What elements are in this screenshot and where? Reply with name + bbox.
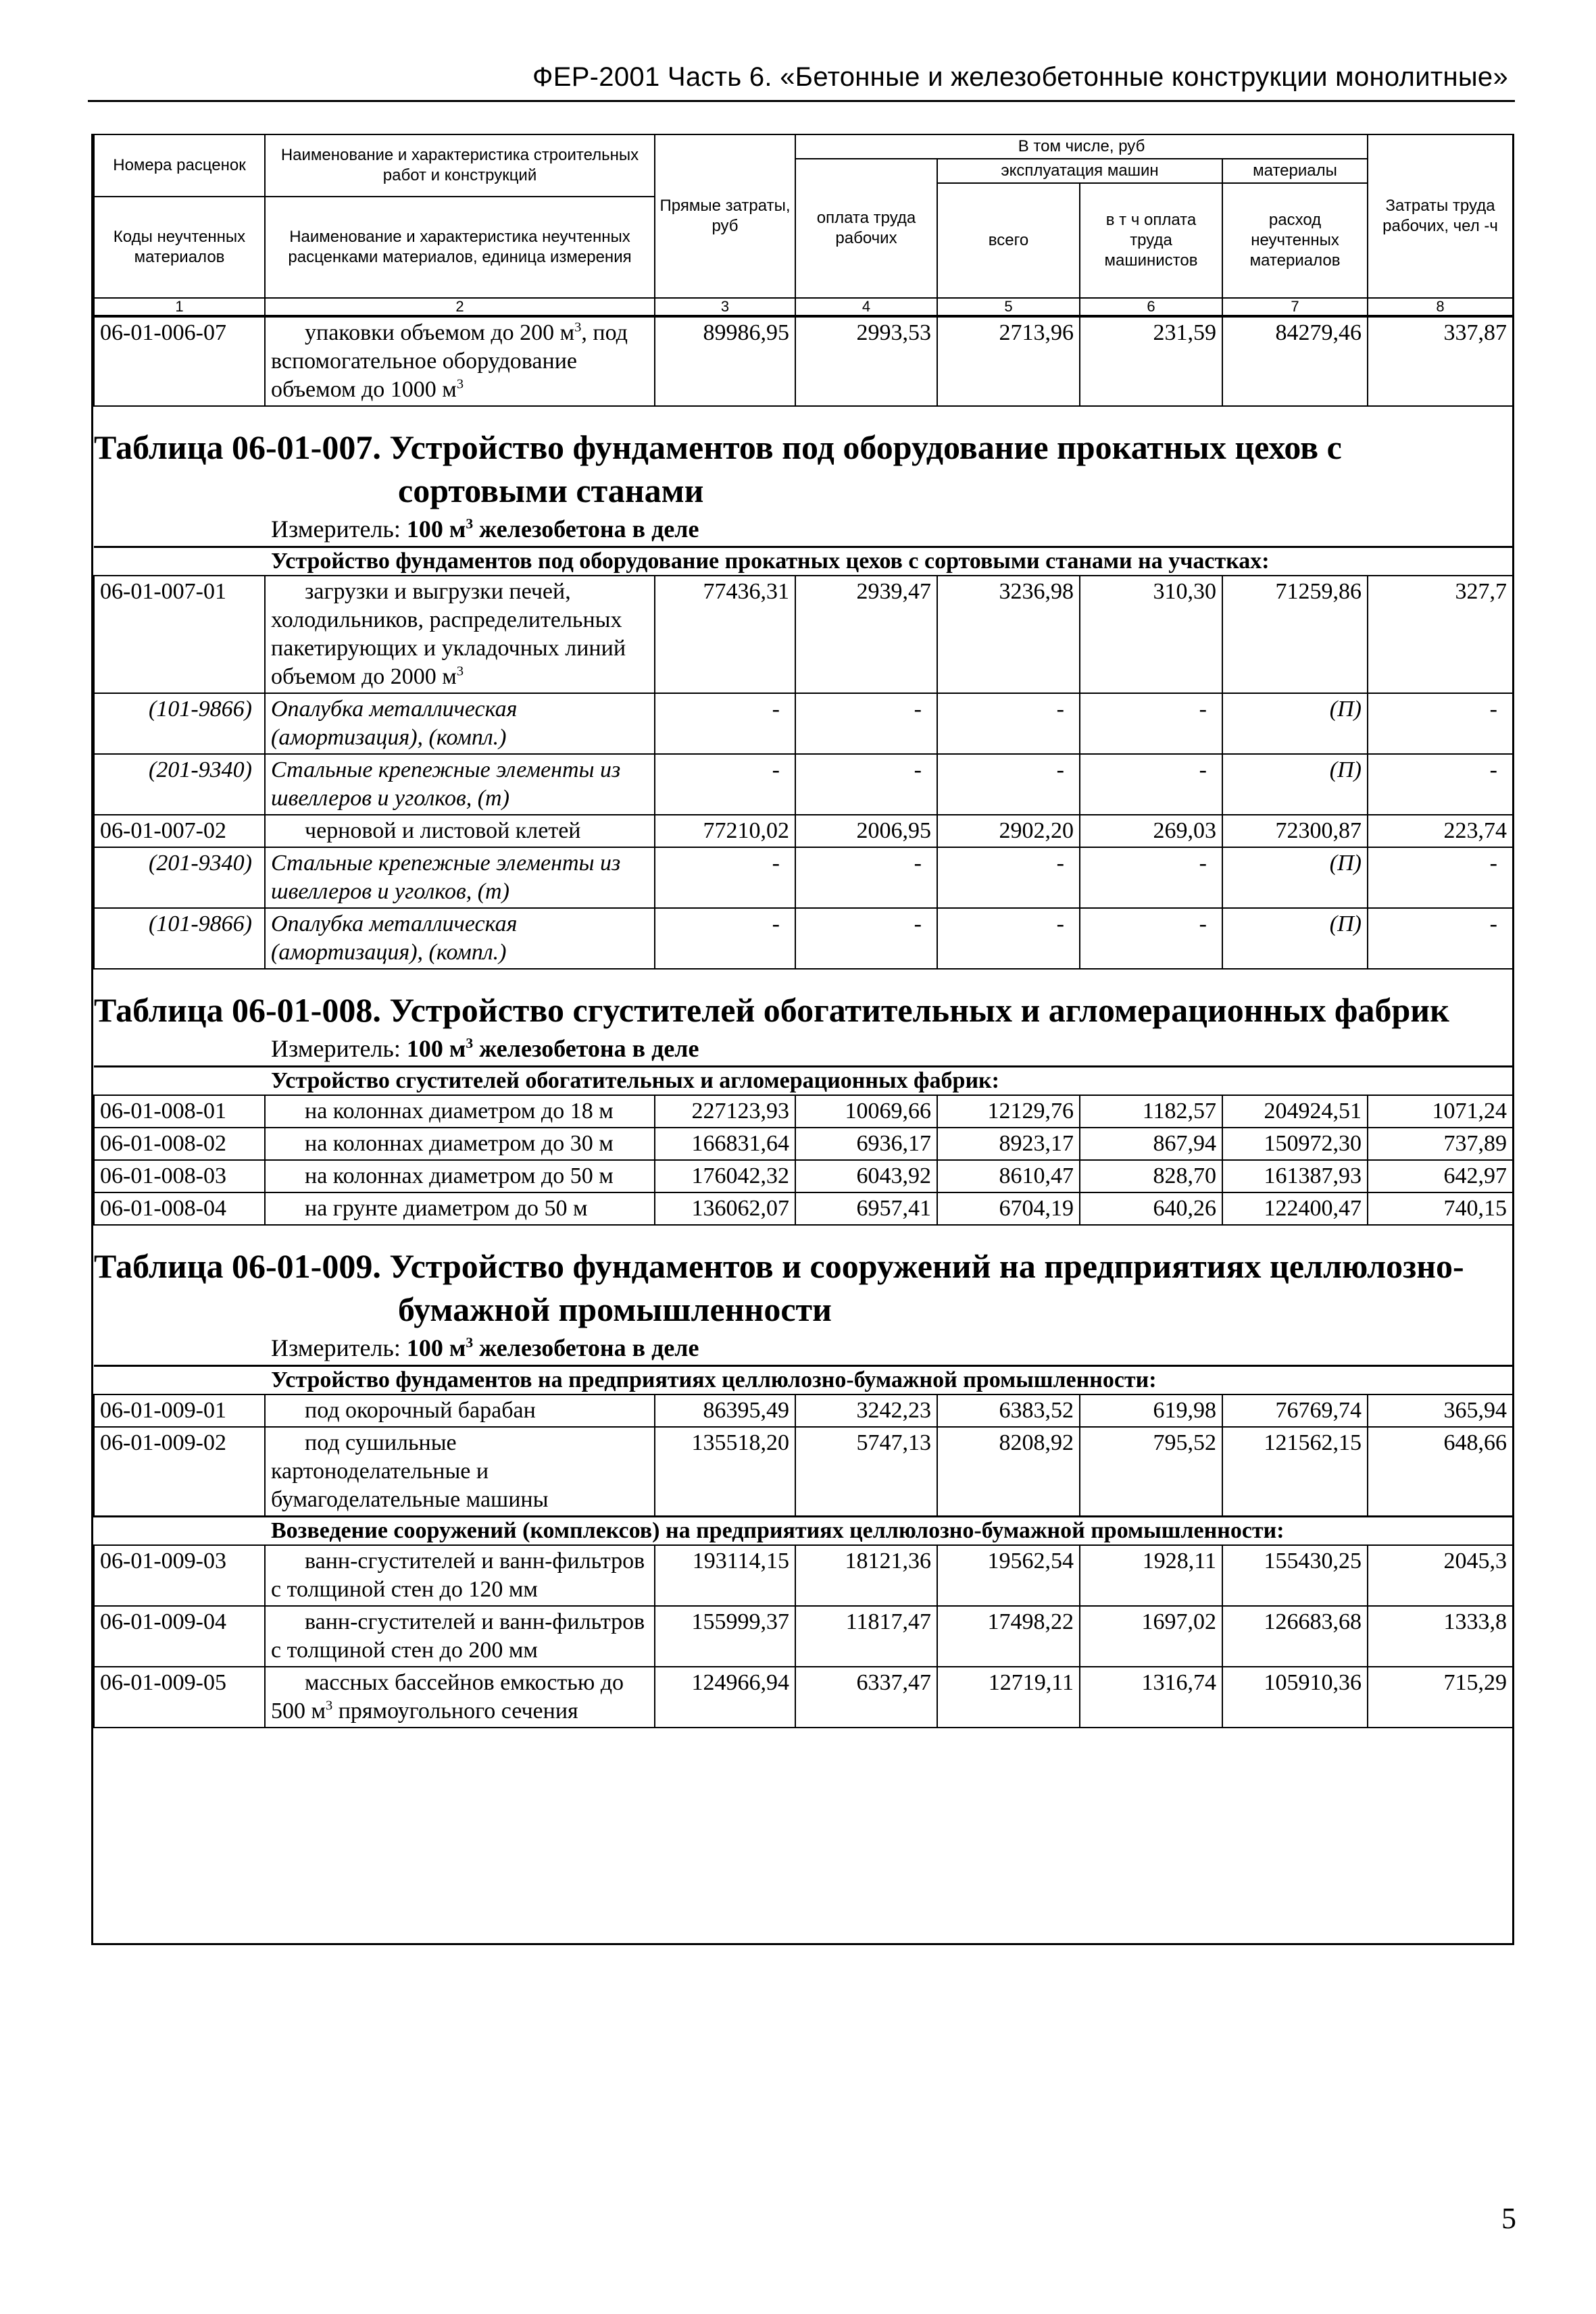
header-col2-top: Наименование и характеристика строительных работ и конструкций [265,134,655,197]
value-col-8: 365,94 [1368,1394,1513,1427]
value-col-3: 176042,32 [655,1160,795,1192]
table-row [94,1394,1513,1427]
value-col-4: 18121,36 [795,1545,937,1606]
value-col-5: 2713,96 [937,317,1080,406]
table-row [94,317,1513,406]
work-description: на колоннах диаметром до 18 м [265,1095,655,1128]
value-col-4: 11817,47 [795,1606,937,1667]
value-col-5: 3236,98 [937,576,1080,693]
table-row [94,1160,1513,1192]
measure-line: Измеритель: 100 $м^3$ железобетона в деле [271,1035,699,1062]
work-description: Опалубка металлическая (амортизация), (компл.) [265,693,655,754]
measure-line: Измеритель: 100 $м^3$ железобетона в деле [271,1334,699,1361]
value-col-8: 2045,3 [1368,1545,1513,1606]
header-col5: всего [937,183,1080,298]
value-col-5: 12129,76 [937,1095,1080,1128]
value-col-8: 648,66 [1368,1427,1513,1517]
column-number-5: 5 [937,298,1080,316]
value-col-3: 124966,94 [655,1667,795,1728]
value-col-5: - [937,908,1080,969]
value-col-7: (П) [1222,754,1368,815]
value-col-7: 71259,86 [1222,576,1368,693]
value-col-8: 223,74 [1368,815,1513,847]
rate-code: (101-9866) [94,693,265,754]
header-col8: Затраты труда рабочих, чел -ч [1368,134,1513,298]
value-col-7: (П) [1222,693,1368,754]
table-row [94,693,1513,754]
value-col-7: 121562,15 [1222,1427,1368,1517]
section-heading: Устройство сгустителей обогатительных и агломерационных фабрик: [94,1067,1513,1096]
work-description: упаковки объемом до 200 $м^3$, под вспомогательное оборудование объемом до 1000 $м^3$ [265,317,655,406]
value-col-5: 8208,92 [937,1427,1080,1517]
main-table-frame [91,134,1514,1945]
header-in-total: В том числе, руб [795,134,1368,159]
work-description: Стальные крепежные элементы из швеллеров и уголков, (т) [265,754,655,815]
rate-code: 06-01-008-02 [94,1128,265,1160]
value-col-8: 642,97 [1368,1160,1513,1192]
value-col-5: 6383,52 [937,1394,1080,1427]
column-number-1: 1 [94,298,265,316]
value-col-3: 193114,15 [655,1545,795,1606]
value-col-3: 89986,95 [655,317,795,406]
column-number-8: 8 [1368,298,1513,316]
work-description: на колоннах диаметром до 30 м [265,1128,655,1160]
table-row [94,1606,1513,1667]
value-col-3: 86395,49 [655,1394,795,1427]
column-header-table [93,134,1514,316]
column-number-3: 3 [655,298,795,316]
rate-code: 06-01-008-04 [94,1192,265,1225]
table-title-line: Таблица 06-01-009. Устройство фундаментов и сооружений на предприятиях целлюлозно- [94,1247,1464,1285]
value-col-8: - [1368,693,1513,754]
section-heading: Устройство фундаментов на предприятиях целлюлозно-бумажной промышленности: [94,1366,1513,1395]
value-col-7: 105910,36 [1222,1667,1368,1728]
value-col-4: 10069,66 [795,1095,937,1128]
value-col-8: - [1368,847,1513,908]
column-number-6: 6 [1080,298,1222,316]
value-col-6: 231,59 [1080,317,1222,406]
column-number-7: 7 [1222,298,1368,316]
value-col-4: 2993,53 [795,317,937,406]
value-col-8: - [1368,754,1513,815]
rate-code: (201-9340) [94,847,265,908]
value-col-5: - [937,847,1080,908]
value-col-5: 19562,54 [937,1545,1080,1606]
table-row [94,1545,1513,1606]
value-col-4: - [795,693,937,754]
table-row [94,1128,1513,1160]
header-materials: материалы [1222,159,1368,183]
value-col-7: 126683,68 [1222,1606,1368,1667]
value-col-7: 155430,25 [1222,1545,1368,1606]
header-col1-top: Номера расценок [94,134,265,197]
header-col7: расход неучтенных материалов [1222,183,1368,298]
value-col-6: 1316,74 [1080,1667,1222,1728]
value-col-7: 204924,51 [1222,1095,1368,1128]
value-col-5: 8923,17 [937,1128,1080,1160]
value-col-7: (П) [1222,908,1368,969]
value-col-7: 161387,93 [1222,1160,1368,1192]
value-col-4: - [795,754,937,815]
value-col-8: 715,29 [1368,1667,1513,1728]
value-col-6: 310,30 [1080,576,1222,693]
table-title-008 [94,969,1513,1032]
header-col4: оплата труда рабочих [795,159,937,298]
value-col-3: - [655,908,795,969]
column-number-2: 2 [265,298,655,316]
value-col-4: 5747,13 [795,1427,937,1517]
value-col-8: 337,87 [1368,317,1513,406]
rate-code: 06-01-008-03 [94,1160,265,1192]
value-col-7: 72300,87 [1222,815,1368,847]
section-heading: Устройство фундаментов под оборудование прокатных цехов с сортовыми станами на участках: [94,547,1513,576]
value-col-6: 269,03 [1080,815,1222,847]
value-col-5: 6704,19 [937,1192,1080,1225]
work-description: под окорочный барабан [265,1394,655,1427]
table-row [94,1192,1513,1225]
value-col-7: 84279,46 [1222,317,1368,406]
value-col-3: 136062,07 [655,1192,795,1225]
value-col-5: 12719,11 [937,1667,1080,1728]
value-col-5: 17498,22 [937,1606,1080,1667]
value-col-6: - [1080,693,1222,754]
work-description: загрузки и выгрузки печей, холодильников, распределительных пакетирующих и укладочных линий объемом до 2000 $м^3$ [265,576,655,693]
value-col-8: 1071,24 [1368,1095,1513,1128]
header-col6: в т ч оплата труда машинистов [1080,183,1222,298]
rate-code: (201-9340) [94,754,265,815]
value-col-8: 327,7 [1368,576,1513,693]
rate-code: 06-01-008-01 [94,1095,265,1128]
value-col-8: 737,89 [1368,1128,1513,1160]
value-col-6: 1697,02 [1080,1606,1222,1667]
table-row [94,847,1513,908]
value-col-4: 2939,47 [795,576,937,693]
work-description: на грунте диаметром до 50 м [265,1192,655,1225]
table-row [94,1667,1513,1728]
work-description: массных бассейнов емкостью до 500 $м^3$ прямоугольного сечения [265,1667,655,1728]
rate-code: 06-01-007-01 [94,576,265,693]
rates-table [93,316,1514,1728]
header-machines: эксплуатация машин [937,159,1222,183]
value-col-3: - [655,754,795,815]
rate-code: 06-01-009-03 [94,1545,265,1606]
work-description: под сушильные картоноделательные и бумагоделательные машины [265,1427,655,1517]
value-col-6: - [1080,908,1222,969]
rate-code: 06-01-009-01 [94,1394,265,1427]
value-col-6: 1182,57 [1080,1095,1222,1128]
table-row [94,815,1513,847]
table-title-line: Таблица 06-01-008. Устройство сгустителей обогатительных и агломерационных фабрик [94,991,1449,1029]
table-title-line: сортовыми станами [398,472,704,509]
rate-code: 06-01-006-07 [94,317,265,406]
table-title-009 [94,1225,1513,1331]
work-description: черновой и листовой клетей [265,815,655,847]
rate-code: 06-01-009-05 [94,1667,265,1728]
value-col-5: 8610,47 [937,1160,1080,1192]
value-col-6: - [1080,847,1222,908]
value-col-6: 795,52 [1080,1427,1222,1517]
page-number: 5 [1501,2202,1516,2235]
header-col1-bottom: Коды неучтенных материалов [94,197,265,298]
value-col-4: 2006,95 [795,815,937,847]
value-col-3: 77436,31 [655,576,795,693]
work-description: ванн-сгустителей и ванн-фильтров с толщиной стен до 120 мм [265,1545,655,1606]
value-col-4: 6957,41 [795,1192,937,1225]
table-row [94,576,1513,693]
value-col-8: - [1368,908,1513,969]
value-col-6: - [1080,754,1222,815]
table-title-line: бумажной промышленности [398,1290,832,1328]
value-col-4: 3242,23 [795,1394,937,1427]
section-heading: Возведение сооружений (комплексов) на предприятиях целлюлозно-бумажной промышленности: [94,1517,1513,1546]
rate-code: (101-9866) [94,908,265,969]
value-col-3: 166831,64 [655,1128,795,1160]
value-col-4: - [795,908,937,969]
value-col-4: - [795,847,937,908]
table-row [94,754,1513,815]
work-description: Стальные крепежные элементы из швеллеров и уголков, (т) [265,847,655,908]
value-col-8: 740,15 [1368,1192,1513,1225]
header-col2-bottom: Наименование и характеристика неучтенных расценками материалов, единица измерения [265,197,655,298]
header-rule [88,100,1515,102]
measure-line: Измеритель: 100 $м^3$ железобетона в деле [271,515,699,543]
value-col-6: 619,98 [1080,1394,1222,1427]
value-col-6: 867,94 [1080,1128,1222,1160]
work-description: на колоннах диаметром до 50 м [265,1160,655,1192]
value-col-5: 2902,20 [937,815,1080,847]
table-row [94,908,1513,969]
value-col-7: (П) [1222,847,1368,908]
value-col-7: 150972,30 [1222,1128,1368,1160]
work-description: ванн-сгустителей и ванн-фильтров с толщиной стен до 200 мм [265,1606,655,1667]
value-col-3: 227123,93 [655,1095,795,1128]
header-col3: Прямые затраты, руб [655,134,795,298]
value-col-8: 1333,8 [1368,1606,1513,1667]
value-col-5: - [937,754,1080,815]
value-col-6: 1928,11 [1080,1545,1222,1606]
table-title-007 [94,406,1513,512]
work-description: Опалубка металлическая (амортизация), (компл.) [265,908,655,969]
value-col-3: 155999,37 [655,1606,795,1667]
value-col-3: - [655,693,795,754]
value-col-3: 135518,20 [655,1427,795,1517]
value-col-3: - [655,847,795,908]
value-col-4: 6043,92 [795,1160,937,1192]
value-col-6: 640,26 [1080,1192,1222,1225]
rate-code: 06-01-009-02 [94,1427,265,1517]
rate-code: 06-01-009-04 [94,1606,265,1667]
value-col-5: - [937,693,1080,754]
value-col-4: 6936,17 [795,1128,937,1160]
value-col-6: 828,70 [1080,1160,1222,1192]
table-row [94,1427,1513,1517]
value-col-7: 122400,47 [1222,1192,1368,1225]
value-col-4: 6337,47 [795,1667,937,1728]
column-number-4: 4 [795,298,937,316]
value-col-3: 77210,02 [655,815,795,847]
table-title-line: Таблица 06-01-007. Устройство фундаментов под оборудование прокатных цехов с [94,428,1342,466]
table-row [94,1095,1513,1128]
value-col-7: 76769,74 [1222,1394,1368,1427]
running-header: ФЕР-2001 Часть 6. «Бетонные и железобетонные конструкции монолитные» [532,62,1508,92]
rate-code: 06-01-007-02 [94,815,265,847]
